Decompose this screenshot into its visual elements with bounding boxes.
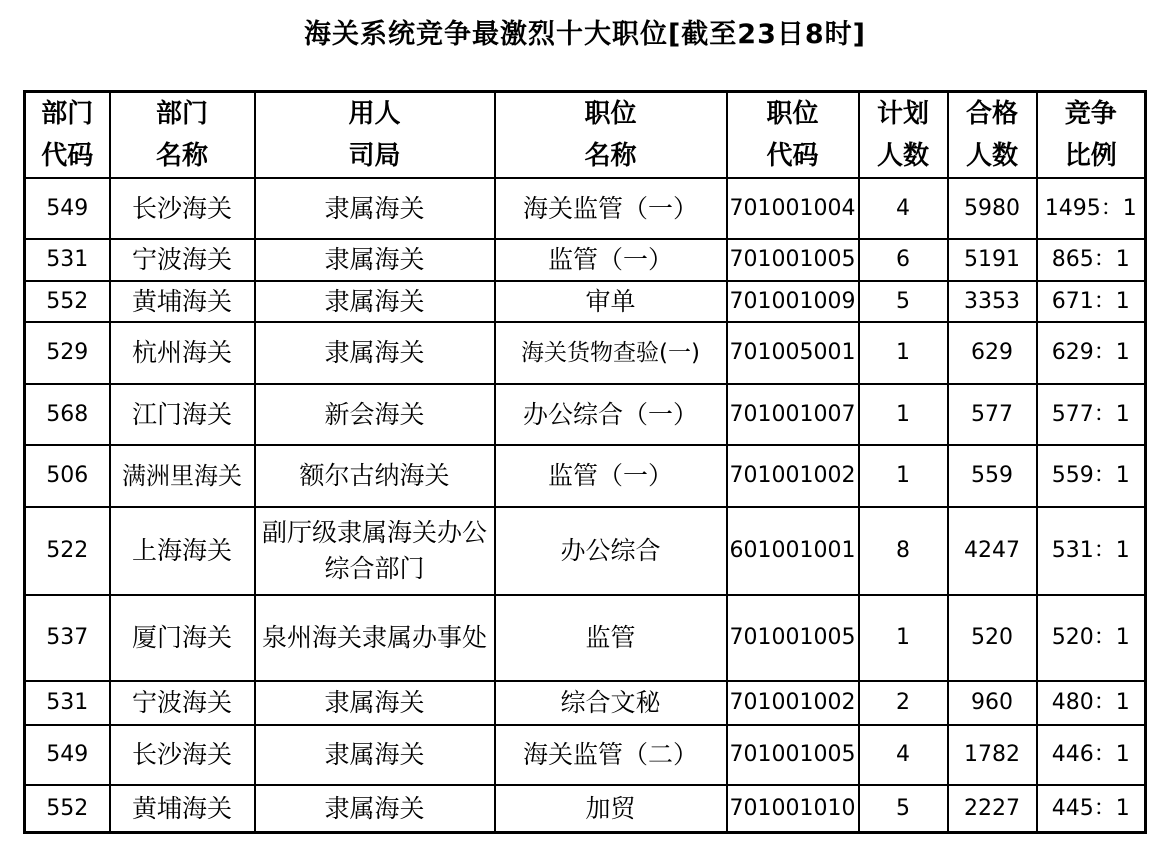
cell-ratio: 577：1 [1037,384,1146,445]
cell-position-code: 701001009 [727,281,859,322]
cell-position-code: 701001005 [727,595,859,681]
header-line: 竞争 [1064,99,1117,129]
cell-dept-code: 537 [25,595,110,681]
cell-qualified-count: 3353 [948,281,1037,322]
cell-position-name: 办公综合 [495,507,727,595]
header-line: 名称 [155,141,208,171]
header-line: 计划 [876,99,929,129]
cell-qualified-count: 4247 [948,507,1037,595]
cell-bureau: 新会海关 [255,384,495,445]
positions-table [23,90,1147,834]
header-line: 合格 [965,99,1018,129]
cell-qualified-count: 1782 [948,725,1037,785]
cell-qualified-count: 2227 [948,785,1037,833]
header-position-code [727,92,859,179]
table-row [25,322,1146,384]
cell-dept-code: 531 [25,681,110,725]
cell-position-name: 海关监管（一） [495,178,727,239]
page-title: 海关系统竞争最激烈十大职位[截至23日8时] [303,19,867,50]
cell-dept-code: 522 [25,507,110,595]
cell-dept-name: 长沙海关 [110,178,255,239]
cell-bureau: 隶属海关 [255,281,495,322]
cell-ratio: 865：1 [1037,239,1146,281]
cell-position-name: 加贸 [495,785,727,833]
cell-plan-count: 8 [859,507,948,595]
cell-dept-code: 506 [25,445,110,507]
cell-ratio: 1495：1 [1037,178,1146,239]
cell-ratio: 629：1 [1037,322,1146,384]
header-dept-name [110,92,255,179]
cell-qualified-count: 520 [948,595,1037,681]
header-line: 比例 [1064,141,1117,171]
header-plan-count [859,92,948,179]
cell-plan-count: 1 [859,595,948,681]
header-line: 人数 [965,141,1018,171]
cell-dept-code: 552 [25,785,110,833]
cell-plan-count: 5 [859,785,948,833]
cell-dept-code: 549 [25,178,110,239]
table-row [25,725,1146,785]
cell-ratio: 445：1 [1037,785,1146,833]
cell-position-name: 海关监管（二） [495,725,727,785]
header-line: 职位 [766,99,819,129]
cell-dept-name: 满洲里海关 [110,445,255,507]
table-row [25,507,1146,595]
header-position-name [495,92,727,179]
cell-dept-name: 长沙海关 [110,725,255,785]
cell-dept-name: 江门海关 [110,384,255,445]
header-dept-code [25,92,110,179]
header-row [25,92,1146,179]
cell-plan-count: 1 [859,445,948,507]
cell-bureau: 隶属海关 [255,785,495,833]
cell-ratio: 446：1 [1037,725,1146,785]
table-row [25,384,1146,445]
cell-position-name: 监管（一） [495,445,727,507]
cell-position-code: 701005001 [727,322,859,384]
cell-qualified-count: 5191 [948,239,1037,281]
cell-ratio: 671：1 [1037,281,1146,322]
cell-dept-name: 宁波海关 [110,239,255,281]
table-row [25,445,1146,507]
header-line: 名称 [584,141,637,171]
header-ratio [1037,92,1146,179]
cell-position-code: 701001005 [727,239,859,281]
cell-position-code: 601001001 [727,507,859,595]
cell-position-name: 海关货物查验(一) [495,322,727,384]
cell-position-name: 监管 [495,595,727,681]
table-row [25,281,1146,322]
cell-ratio: 531：1 [1037,507,1146,595]
cell-dept-name: 杭州海关 [110,322,255,384]
cell-plan-count: 1 [859,322,948,384]
table-row [25,785,1146,833]
cell-bureau: 隶属海关 [255,322,495,384]
cell-qualified-count: 5980 [948,178,1037,239]
cell-dept-code: 568 [25,384,110,445]
cell-plan-count: 4 [859,725,948,785]
header-line: 代码 [41,141,94,171]
cell-bureau: 隶属海关 [255,239,495,281]
cell-bureau: 副厅级隶属海关办公综合部门 [255,507,495,595]
cell-plan-count: 5 [859,281,948,322]
cell-qualified-count: 577 [948,384,1037,445]
cell-ratio: 559：1 [1037,445,1146,507]
cell-dept-name: 宁波海关 [110,681,255,725]
header-line: 代码 [766,141,819,171]
cell-plan-count: 4 [859,178,948,239]
table-row [25,239,1146,281]
cell-dept-code: 552 [25,281,110,322]
cell-dept-name: 黄埔海关 [110,785,255,833]
cell-dept-name: 厦门海关 [110,595,255,681]
cell-bureau: 隶属海关 [255,725,495,785]
cell-position-name: 综合文秘 [495,681,727,725]
cell-position-code: 701001010 [727,785,859,833]
cell-position-code: 701001004 [727,178,859,239]
cell-plan-count: 2 [859,681,948,725]
cell-position-code: 701001007 [727,384,859,445]
table-row [25,595,1146,681]
cell-bureau: 隶属海关 [255,178,495,239]
header-line: 司局 [348,141,401,171]
cell-ratio: 480：1 [1037,681,1146,725]
cell-bureau: 隶属海关 [255,681,495,725]
cell-position-code: 701001002 [727,681,859,725]
cell-plan-count: 1 [859,384,948,445]
cell-qualified-count: 559 [948,445,1037,507]
cell-qualified-count: 629 [948,322,1037,384]
cell-dept-code: 529 [25,322,110,384]
header-qualified-count [948,92,1037,179]
cell-bureau: 泉州海关隶属办事处 [255,595,495,681]
header-line: 用人 [348,99,401,129]
cell-position-name: 审单 [495,281,727,322]
cell-qualified-count: 960 [948,681,1037,725]
cell-plan-count: 6 [859,239,948,281]
cell-dept-name: 黄埔海关 [110,281,255,322]
header-line: 部门 [41,99,94,129]
cell-dept-name: 上海海关 [110,507,255,595]
cell-position-name: 办公综合（一） [495,384,727,445]
cell-dept-code: 531 [25,239,110,281]
cell-dept-code: 549 [25,725,110,785]
header-line: 人数 [876,141,929,171]
cell-ratio: 520：1 [1037,595,1146,681]
table-row [25,681,1146,725]
header-line: 职位 [584,99,637,129]
cell-position-name: 监管（一） [495,239,727,281]
cell-bureau: 额尔古纳海关 [255,445,495,507]
cell-position-code: 701001005 [727,725,859,785]
table-row [25,178,1146,239]
header-line: 部门 [155,99,208,129]
header-bureau [255,92,495,179]
cell-position-code: 701001002 [727,445,859,507]
